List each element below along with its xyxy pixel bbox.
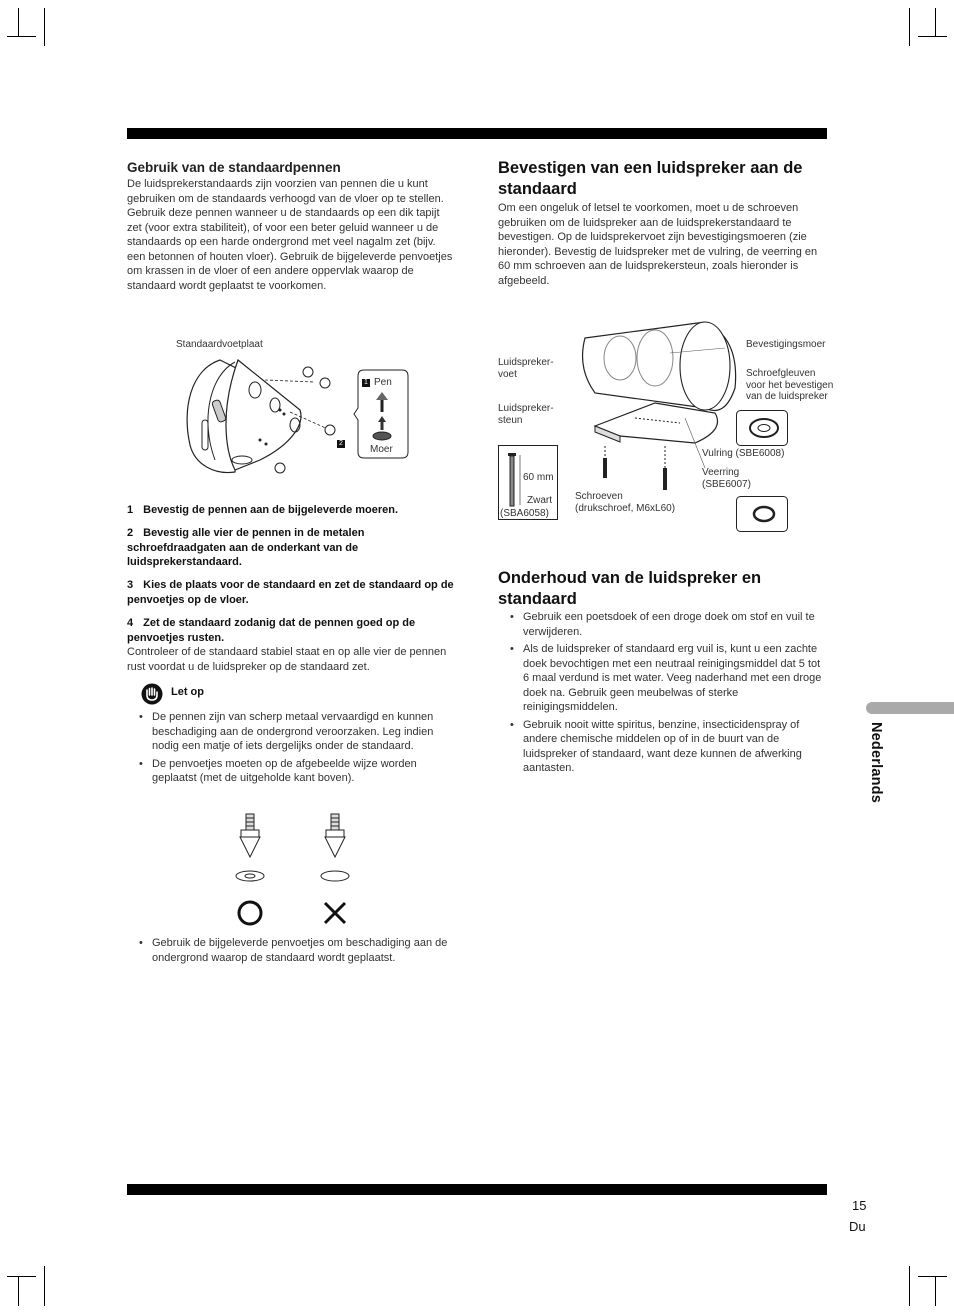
- label-60mm: 60 mm: [523, 472, 554, 483]
- crop-mark: [7, 36, 36, 37]
- page-language: Du: [849, 1219, 866, 1234]
- page-number: 15: [852, 1198, 867, 1213]
- label-sba6058: (SBA6058): [500, 508, 549, 519]
- onderhoud-item: • Als de luidspreker of standaard erg vuil is, kunt u een zachte doek bevochtigen met een neutraal reinigingsmiddel dat 5 tot 6 maal verdund is met water. Veeg naderhand met een droge doek na. Gebruik geen meubelwas of sterke reinigingsmiddelen.: [498, 642, 828, 715]
- label-moer: Moer: [370, 444, 393, 455]
- bottom-rule: [127, 1184, 827, 1195]
- crop-mark: [935, 1276, 936, 1306]
- step-4: 4 Zet de standaard zodanig dat de pennen goed op de penvoetjes rusten.: [127, 617, 416, 644]
- section-title-pennen: Gebruik van de standaardpennen: [127, 160, 341, 175]
- top-rule: [127, 128, 827, 139]
- onderhoud-item: • Gebruik nooit witte spiritus, benzine, insecticidenspray of andere chemische middelen op of in de buurt van de luidspreker of standaard, want deze kunnen de afwerking aantasten.: [498, 718, 828, 776]
- crop-mark: [44, 1266, 45, 1306]
- veerring-detail-box: [736, 496, 788, 532]
- onderhoud-item: • Gebruik een poetsdoek of een droge doek om stof en vuil te verwijderen.: [498, 610, 828, 639]
- language-tab: [866, 702, 954, 714]
- label-schroefgleuven: Schroefgleuven voor het bevestigen van de luidspreker: [746, 368, 834, 402]
- crop-mark: [909, 1266, 910, 1306]
- caution-list: [127, 710, 452, 789]
- section-title-onderhoud: Onderhoud van de luidspreker en standaard: [498, 569, 762, 608]
- section-body-pennen: De luidsprekerstandaards zijn voorzien van pennen die u kunt gebruiken om de standaards verhoogd van de vloer op te stellen. Gebruik deze pennen wanneer u de standaards op een dik tapijt zet (voor extra stabiliteit), of voor een beter geluid wanneer u de standaards op een harde ondergrond met veel nagalm zet (bijv. een betonnen of houten vloer). Gebruik de bijgeleverde penvoetjes om krassen in de vloer of een andere oppervlak waarop de standaard wordt geplaatst te voorkomen.: [127, 178, 453, 292]
- spike-correct-illustration: [230, 812, 270, 927]
- crop-mark: [918, 1276, 947, 1277]
- step-1: 1 Bevestig de pennen aan de bijgeleverde moeren.: [127, 504, 399, 516]
- badge-2: 2: [337, 440, 345, 448]
- step-3: 3 Kies de plaats voor de standaard en zet de standaard op de penvoetjes op de vloer.: [127, 579, 454, 606]
- label-vulring: Vulring (SBE6008): [702, 448, 785, 459]
- stand-base-illustration: [180, 350, 330, 480]
- label-luidsprekervoet: Luidspreker- voet: [498, 357, 554, 380]
- crop-mark: [18, 1276, 19, 1306]
- spike-wrong-illustration: [315, 812, 355, 927]
- caution-title: Let op: [171, 686, 204, 698]
- onderhoud-list: [498, 610, 828, 779]
- crop-mark: [7, 1276, 36, 1277]
- label-schroeven: Schroeven (drukschroef, M6xL60): [575, 491, 676, 514]
- label-luidsprekersteun: Luidspreker- steun: [498, 403, 554, 426]
- vulring-detail-box: [736, 410, 788, 446]
- section-title-bevestigen: Bevestigen van een luidspreker aan de standaard: [498, 159, 803, 198]
- crop-mark: [918, 36, 947, 37]
- badge-1: 1: [362, 379, 370, 387]
- caution-hand-icon: [141, 683, 163, 705]
- crop-mark: [18, 8, 19, 36]
- caution-item: • De penvoetjes moeten op de afgebeelde wijze worden geplaatst (met de uitgeholde kant boven).: [127, 757, 452, 786]
- label-zwart: Zwart: [527, 495, 552, 506]
- last-note-list: [127, 936, 452, 968]
- section-body-bevestigen: Om een ongeluk of letsel te voorkomen, moet u de schroeven gebruiken om de luidspreker aan de luidsprekerstandaard te bevestigen. Op de luidsprekervoet zijn bevestigingsmoeren (zie hieronder). Bevestig de luidspreker met de vulring, de veerring en 60 mm schroeven aan de luidsprekersteun, zoals hieronder is afgebeeld.: [498, 202, 818, 287]
- label-standaardvoetplaat: Standaardvoetplaat: [176, 339, 263, 350]
- crop-mark: [909, 8, 910, 46]
- crop-mark: [44, 8, 45, 46]
- caution-item: • De pennen zijn van scherp metaal vervaardigd en kunnen beschadiging aan de ondergrond veroorzaken. Leg indien nodig een matje of iets dergelijks onder de standaard.: [127, 710, 452, 754]
- label-veerring: Veerring (SBE6007): [702, 467, 751, 490]
- crop-mark: [935, 8, 936, 36]
- step-4-body: Controleer of de standaard stabiel staat en op alle vier de pennen rust voordat u de luidspreker op de standaard zet.: [127, 646, 447, 673]
- label-bevestigingsmoer: Bevestigingsmoer: [746, 339, 826, 350]
- last-note-item: • Gebruik de bijgeleverde penvoetjes om beschadiging aan de ondergrond waarop de standaard wordt geplaatst.: [127, 936, 452, 965]
- language-label: Nederlands: [868, 722, 884, 803]
- step-2: 2 Bevestig alle vier de pennen in de metalen schroefdraadgaten aan de onderkant van de luidsprekerstandaard.: [127, 527, 365, 568]
- label-pen: Pen: [374, 377, 392, 388]
